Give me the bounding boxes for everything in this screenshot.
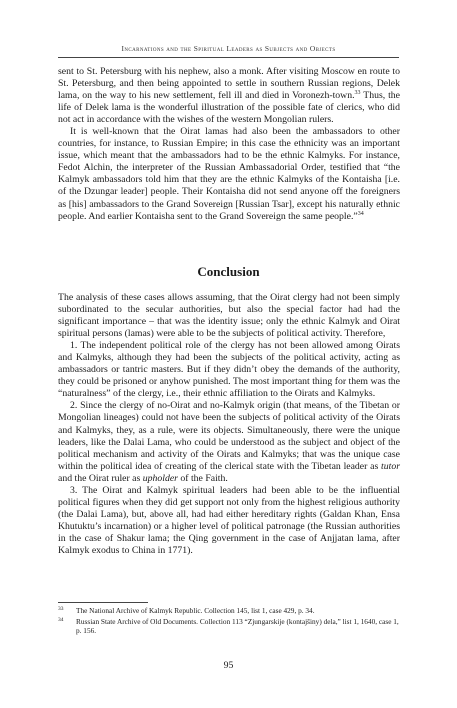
paragraph: The analysis of these cases allows assuming, that the Oirat clergy had not been simply subordinated to the secular authorities, but also the special factor had had the significant importance – that was the identity issue; only the ethnic Kalmyk and Oirat spiritual persons (lamas) were able to be the subjects of political activity. Therefore, bbox=[58, 292, 400, 340]
section-heading: Conclusion bbox=[197, 264, 260, 279]
paragraph: 2. Since the clergy of no-Oirat and no-Kalmyk origin (that means, of the Tibetan or Mongolian lineages) could not have been the subjects of political activity of the Oirats and Kalmyks, they, as a rule, were its objects. Simultaneously, there were the unique leaders, like the Dalai Lama, who could be understood as the subject and object of the political mechanism and activity of the Oirats and Kalmyks; that was the unique case within the political idea of creating of the clerical state with the Tibetan leader as tutor and the Oirat ruler as upholder of the Faith. bbox=[58, 400, 400, 484]
footnote bbox=[58, 617, 400, 636]
footnote-text: The National Archive of Kalmyk Republic. Collection 145, list 1, case 429, p. 34. bbox=[76, 606, 315, 615]
footnote-rule bbox=[58, 602, 148, 603]
page-number: 95 bbox=[223, 660, 234, 671]
paragraph: 1. The independent political role of the clergy has not been allowed among Oirats and Kalmyks, although they had been the subjects of the political activity, acting as ambassadors or tantric masters. But if they didn’t obey the demands of the authority, they could be prisoned or anyhow punished. The most important thing for them was the “naturalness” of the clergy, i.e., their ethnic affiliation to the Oirats and Kalmyks. bbox=[58, 340, 400, 400]
footnote-ref[interactable]: 34 bbox=[357, 210, 364, 217]
footnotes bbox=[58, 606, 400, 637]
footnote bbox=[58, 606, 400, 616]
footnote-number: 34 bbox=[58, 616, 64, 623]
footnote-text: Russian State Archive of Old Documents. Collection 113 “Zjungarskije (kontajšiny) dela,” list 1, 1640, case 1, p. 156. bbox=[76, 616, 399, 636]
paragraph: 3. The Oirat and Kalmyk spiritual leaders had been able to be the influential political figures when they did get support not only from the highest religious authority (the Dalai Lama), but, above all, had had either hereditary rights (Galdan Khan, Ensa Khutuktu’s incarnation) or a higher level of political patronage (the Russian authorities in the case of Shakur lama; the Qing government in the case of Anjjatan lama, after Kalmyk exodus to China in 1771). bbox=[58, 484, 400, 556]
header-rule bbox=[58, 57, 399, 58]
paragraph: It is well-known that the Oirat lamas had also been the ambassadors to other countries, for instance, to Russian Empire; in this case the ethnicity was an important issue, which meant that the ambassadors had to be the ethnic Kalmyks. For instance, Fedot Alchin, the interpreter of the Russian Ambassadorial Order, testified that “the Kalmyk ambassadors told him that they are the ethnic Kalmyks of the Kontaisha [i.e. of the Dzungar leader] people. Their Kontaisha did not send anyone off the foreigners as [his] ambassadors to the Grand Sovereign [Russian Tsar], except his naturally ethnic people. And earlier Kontaisha sent to the Grand Sovereign the same people.”$^{34}$ bbox=[58, 126, 400, 222]
body-text-conclusion bbox=[58, 292, 400, 557]
footnote-ref[interactable]: 33 bbox=[354, 89, 361, 96]
paragraph: sent to St. Petersburg with his nephew, also a monk. After visiting Moscow en route to St. Petersburg, and then being appointed to settle in southern Russian regions, Delek lama, on the way to his new settlement, fell ill and died in Voronezh-town.$^{33}$ Thus, the life of Delek lama is the wonderful illustration of the possible fate of clerics, who did not act in accordance with the wishes of the western Mongolian rulers. bbox=[58, 66, 400, 126]
footnote-number: 33 bbox=[58, 606, 64, 612]
body-text-top bbox=[58, 66, 400, 223]
running-header: Incarnations and the Spiritual Leaders as Subjects and Objects bbox=[121, 44, 336, 53]
